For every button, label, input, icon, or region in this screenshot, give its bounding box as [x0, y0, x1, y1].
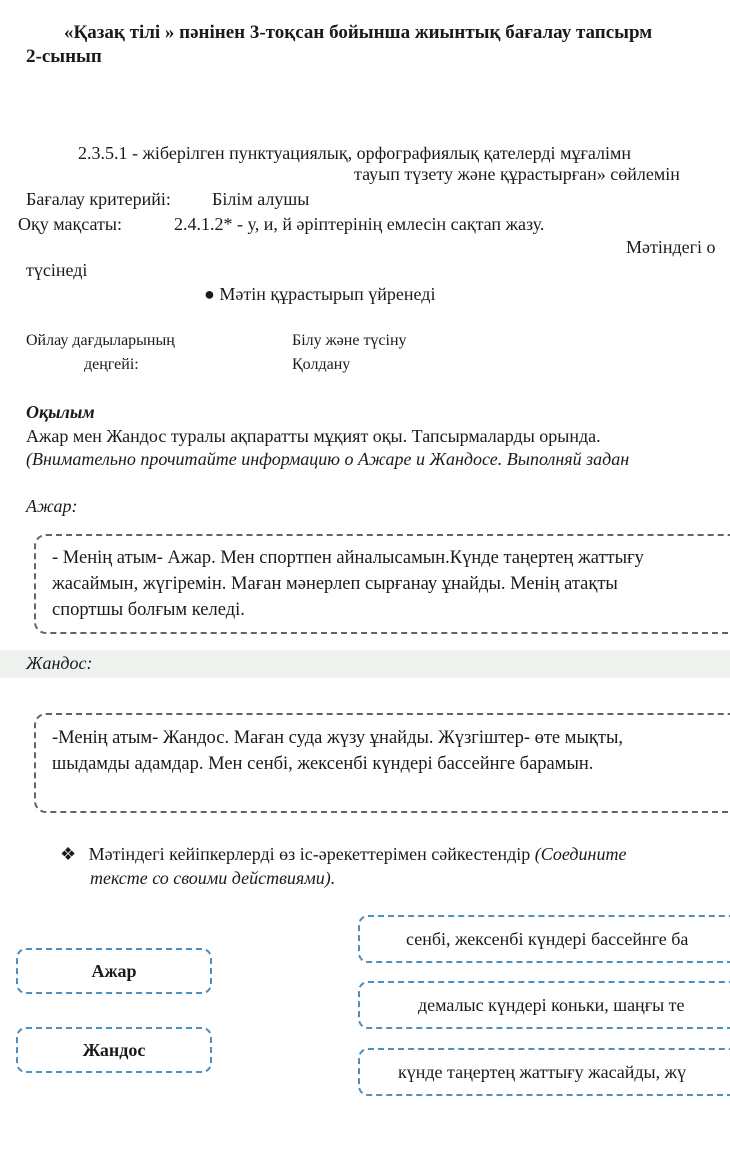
thinking-level-2: Қолдану [292, 356, 351, 373]
task-line-2: тексте со своими действиями). [90, 868, 336, 888]
match-left-zhandos[interactable]: Жандос [16, 1027, 212, 1073]
match-right-1[interactable]: сенбі, жексенбі күндері бассейнге ба [358, 915, 730, 963]
understands-text: түсінеді [26, 260, 88, 280]
learning-goal-value: 2.4.1.2* - у, и, й әріптерінің емлесін сақтап жазу. [174, 214, 545, 234]
azhar-line-3: спортшы болғым келеді. [52, 600, 245, 620]
bullet-dot-icon: ● [204, 284, 215, 304]
zhandos-label-strip [0, 650, 730, 678]
azhar-line-2: жасаймын, жүгіремін. Маған мәнерлеп сырғанау ұнайды. Менің атақты [52, 574, 618, 594]
task-text-kz: Мәтіндегі кейіпкерлерді өз іс-әрекеттерімен сәйкестендір [88, 844, 531, 864]
thinking-level-1: Білу және түсіну [292, 332, 407, 349]
criteria-value: Білім алушы [212, 189, 310, 209]
objective-right-fragment: Мәтіндегі о [626, 237, 716, 257]
zhandos-line-1: -Менің атым- Жандос. Маған суда жүзу ұнайды. Жүзгіштер- өте мықты, [52, 728, 624, 748]
objective-line-2: тауып түзету және құрастырған» сөйлемін [354, 164, 680, 184]
criteria-label: Бағалау критерийі: [26, 189, 171, 209]
bullet-text: Мәтін құрастырып үйренеді [219, 284, 436, 304]
document-title: «Қазақ тілі » пәнінен 3-тоқсан бойынша жиынтық бағалау тапсырм [64, 22, 653, 43]
diamond-bullet-icon: ❖ [60, 844, 77, 864]
reading-instruction: Ажар мен Жандос туралы ақпаратты мұқият оқы. Тапсырмаларды орында. [26, 426, 601, 446]
match-right-3[interactable]: күнде таңертең жаттығу жасайды, жү [358, 1048, 730, 1096]
thinking-label-line-2: деңгейі: [84, 356, 139, 373]
match-right-2[interactable]: демалыс күндері коньки, шаңғы те [358, 981, 730, 1029]
reading-heading: Оқылым [26, 402, 95, 422]
match-left-azhar[interactable]: Ажар [16, 948, 212, 994]
azhar-line-1: - Менің атым- Ажар. Мен спортпен айналысамын.Күнде таңертең жаттығу [52, 548, 644, 568]
zhandos-label: Жандос: [26, 653, 93, 673]
objective-line-1: 2.3.5.1 - жіберілген пунктуациялық, орфографиялық қателерді мұғалімн [78, 143, 631, 163]
reading-instruction-ru: (Внимательно прочитайте информацию о Ажаре и Жандосе. Выполняй задан [26, 449, 630, 469]
task-line-1 [60, 844, 626, 865]
grade-label: 2-сынып [26, 46, 102, 67]
zhandos-line-2: шыдамды адамдар. Мен сенбі, жексенбі күндері бассейнге барамын. [52, 754, 594, 774]
bullet-item [204, 284, 435, 305]
azhar-label: Ажар: [26, 496, 78, 516]
learning-goal-label: Оқу мақсаты: [18, 214, 122, 234]
task-text-ru: (Соедините [534, 844, 627, 864]
thinking-label-line-1: Ойлау дағдыларының [26, 332, 175, 349]
